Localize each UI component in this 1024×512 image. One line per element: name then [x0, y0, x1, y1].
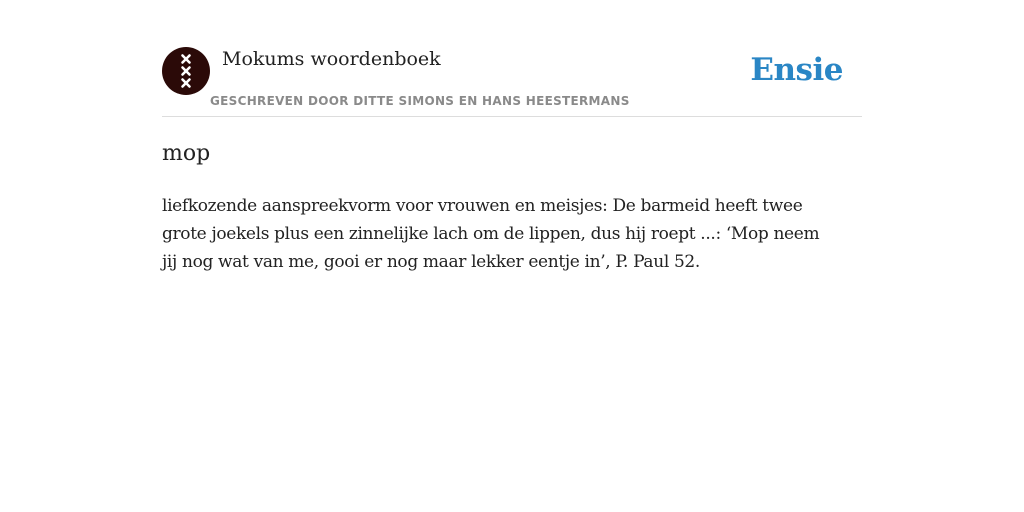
- definition-line: liefkozende aanspreekvorm voor vrouwen en meisjes: De barmeid heeft twee: [162, 196, 803, 216]
- dictionary-header: [162, 47, 862, 117]
- definition-line: grote joekels plus een zinnelijke lach om de lippen, dus hij roept ...: ‘Mop neem: [162, 224, 820, 244]
- ensie-brand-link[interactable]: Ensie: [750, 52, 843, 88]
- dictionary-title-link[interactable]: Mokums woordenboek: [222, 48, 441, 70]
- entry-definition: [162, 192, 862, 276]
- author-byline: GESCHREVEN DOOR DITTE SIMONS EN HANS HEESTERMANS: [210, 94, 630, 108]
- amsterdam-xxx-icon: [162, 47, 210, 95]
- entry-term: mop: [162, 141, 211, 166]
- dictionary-logo[interactable]: [162, 47, 210, 95]
- definition-line: jij nog wat van me, gooi er nog maar lekker eentje in’, P. Paul 52.: [162, 252, 700, 272]
